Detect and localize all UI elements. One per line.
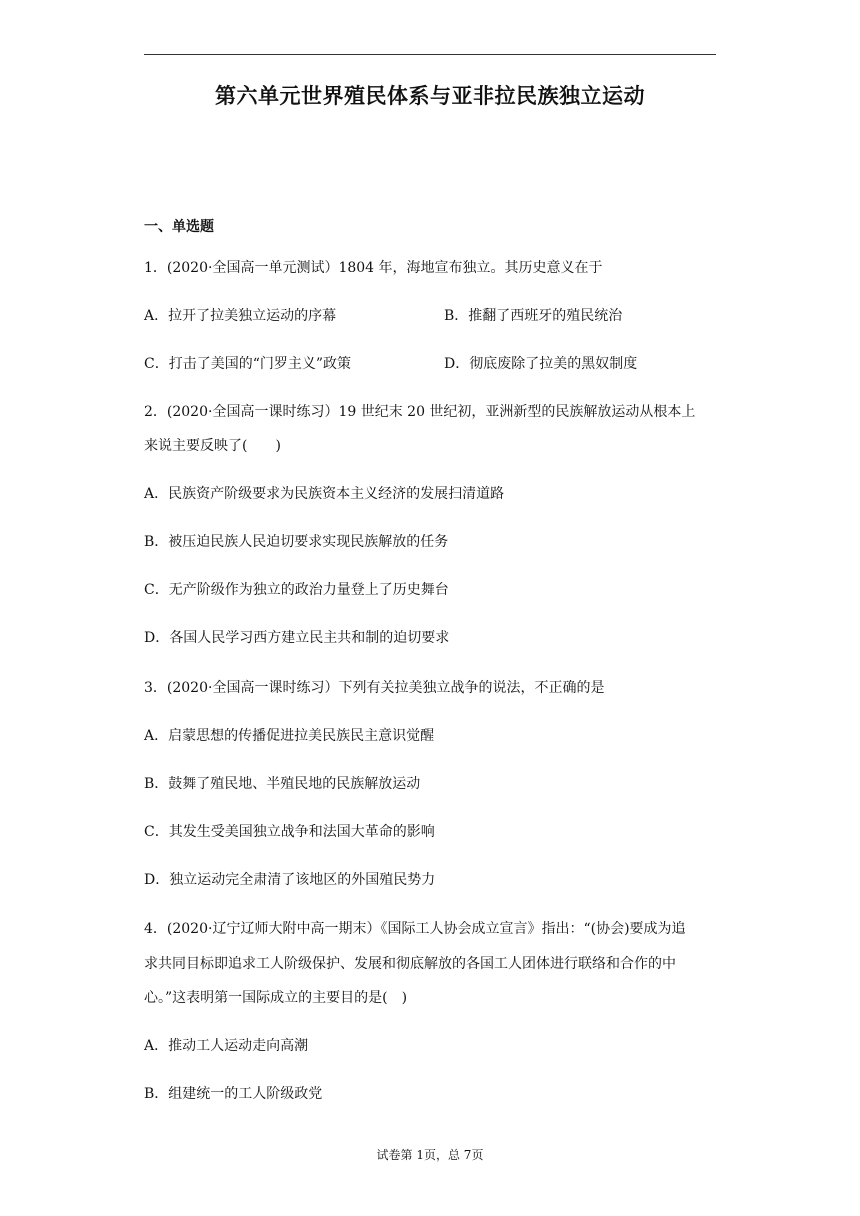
q4-option-a: A．推动工人运动走向高潮 bbox=[144, 1038, 309, 1054]
page-footer: 试卷第 1页，总 7页 bbox=[376, 1148, 484, 1162]
q4-option-b: B．组建统一的工人阶级政党 bbox=[144, 1086, 323, 1102]
q1-stem: 1．(2020·全国高一单元测试）1804 年，海地宣布独立。其历史意义在于 bbox=[144, 260, 603, 276]
q4-stem-line2: 求共同目标即追求工人阶级保护、发展和彻底解放的各国工人团体进行联络和合作的中 bbox=[144, 956, 676, 972]
q2-option-b: B．被压迫民族人民迫切要求实现民族解放的任务 bbox=[144, 534, 449, 550]
q2-option-d: D．各国人民学习西方建立民主共和制的迫切要求 bbox=[144, 630, 450, 646]
q2-stem-line1: 2．(2020·全国高一课时练习）19 世纪末 20 世纪初，亚洲新型的民族解放运动从根本上 bbox=[144, 404, 696, 420]
header-rule bbox=[144, 54, 716, 55]
q3-option-d: D．独立运动完全肃清了该地区的外国殖民势力 bbox=[144, 872, 436, 888]
q4-stem-line1: 4．(2020·辽宁辽师大附中高一期末）《国际工人协会成立宣言》指出：“(协会)要成为追 bbox=[144, 921, 686, 937]
q3-stem: 3．(2020·全国高一课时练习）下列有关拉美独立战争的说法，不正确的是 bbox=[144, 680, 605, 696]
q1-option-c: C．打击了美国的“门罗主义”政策 bbox=[144, 356, 352, 372]
q2-option-c: C．无产阶级作为独立的政治力量登上了历史舞台 bbox=[144, 582, 449, 598]
q4-stem-line3: 心。”这表明第一国际成立的主要目的是( ) bbox=[144, 990, 408, 1006]
q2-stem-line2: 来说主要反映了( ) bbox=[144, 438, 281, 454]
page-title: 第六单元世界殖民体系与亚非拉民族独立运动 bbox=[215, 84, 645, 108]
q2-option-a: A．民族资产阶级要求为民族资本主义经济的发展扫清道路 bbox=[144, 486, 505, 502]
q3-option-b: B．鼓舞了殖民地、半殖民地的民族解放运动 bbox=[144, 776, 421, 792]
q1-option-d: D．彻底废除了拉美的黑奴制度 bbox=[444, 356, 638, 372]
q1-option-a: A．拉开了拉美独立运动的序幕 bbox=[144, 308, 337, 324]
q3-option-a: A．启蒙思想的传播促进拉美民族民主意识觉醒 bbox=[144, 728, 435, 744]
q3-option-c: C．其发生受美国独立战争和法国大革命的影响 bbox=[144, 824, 435, 840]
section-heading: 一、单选题 bbox=[144, 219, 214, 235]
q1-option-b: B．推翻了西班牙的殖民统治 bbox=[444, 308, 623, 324]
